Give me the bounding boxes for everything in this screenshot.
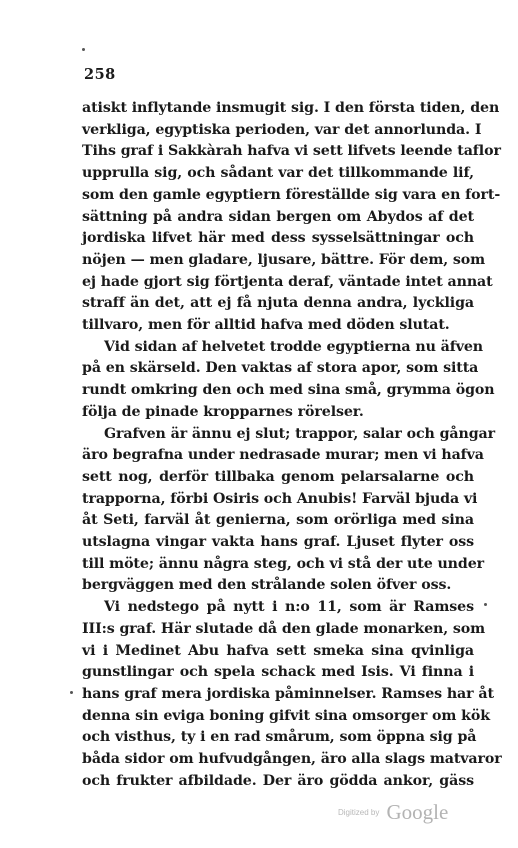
text-line: Grafven är ännu ej slut; trappor, salar och gångar — [104, 425, 496, 442]
text-line: III:s graf. Här slutade då den glade monarken, som — [82, 620, 486, 637]
text-line: tillvaro, men för alltid hafva med döden slutat. — [82, 317, 450, 334]
text-line: som den gamle egyptiern föreställde sig vara en fort- — [82, 186, 501, 203]
text-line: gunstlingar och spela schack med Isis. Vi finna i — [82, 664, 474, 681]
text-line: sättning på andra sidan bergen om Abydos af det — [82, 208, 474, 225]
page-number: 258 — [84, 66, 116, 83]
text-line: jordiska lifvet här med dess sysselsättningar och — [82, 230, 474, 247]
text-line: och frukter afbildade. Der äro gödda ankor, gäss — [82, 772, 474, 789]
text-line: sett nog, derför tillbaka genom pelarsalarne och — [82, 468, 474, 485]
text-line: äro begrafna under nedrasade murar; men vi hafva — [82, 447, 484, 464]
text-line: Tihs graf i Sakkàrah hafva vi sett lifvets leende taflor — [82, 143, 501, 160]
ink-speck-left — [70, 691, 73, 694]
text-line: atiskt inflytande insmugit sig. I den första tiden, den — [82, 100, 500, 116]
text-line: båda sidor om hufvudgången, äro alla slags matvaror — [82, 751, 502, 768]
watermark-prefix: Digitized by — [338, 808, 380, 817]
ink-speck-top — [82, 48, 85, 51]
text-line: nöjen — men gladare, ljusare, bättre. För dem, som — [82, 251, 486, 268]
text-line: trapporna, förbi Osiris och Anubis! Farväl bjuda vi — [82, 490, 478, 507]
digitized-watermark — [338, 800, 448, 825]
text-line: följa de pinade kropparnes rörelser. — [82, 403, 364, 420]
watermark-brand: Google — [386, 800, 449, 824]
text-line: bergväggen med den strålande solen öfver oss. — [82, 577, 452, 594]
text-line: denna sin eviga boning gifvit sina omsorger om kök — [82, 707, 490, 724]
page-body-text — [82, 98, 502, 793]
text-line: Vid sidan af helvetet trodde egyptierna nu äfven — [104, 338, 484, 355]
text-line: och visthus, ty i en rad smårum, som öppna sig på — [82, 729, 477, 746]
text-line: hans graf mera jordiska påminnelser. Ramses har åt — [82, 685, 494, 702]
text-line: på en skärseld. Den vaktas af stora apor, som sitta — [82, 360, 479, 377]
text-line: verkliga, egyptiska perioden, var det annorlunda. I — [82, 121, 482, 138]
text-line: ej hade gjort sig förtjenta deraf, väntade intet annat — [82, 273, 493, 290]
text-line: utslagna vingar vakta hans graf. Ljuset flyter oss — [82, 534, 474, 551]
text-line: Vi nedstego på nytt i n:o 11, som är Ramses — [104, 599, 474, 616]
text-line: åt Seti, farväl åt genierna, som orörliga med sina — [82, 512, 474, 529]
text-line: vi i Medinet Abu hafva sett smeka sina qvinliga — [82, 642, 474, 659]
text-line: till möte; ännu några steg, och vi stå der ute under — [82, 555, 485, 572]
ink-speck-right — [484, 603, 487, 606]
text-line: rundt omkring den och med sina små, grymma ögon — [82, 382, 495, 399]
text-line: straff än det, att ej få njuta denna andra, lyckliga — [82, 295, 474, 312]
text-line: upprulla sig, och sådant var det tillkommande lif, — [82, 165, 474, 182]
